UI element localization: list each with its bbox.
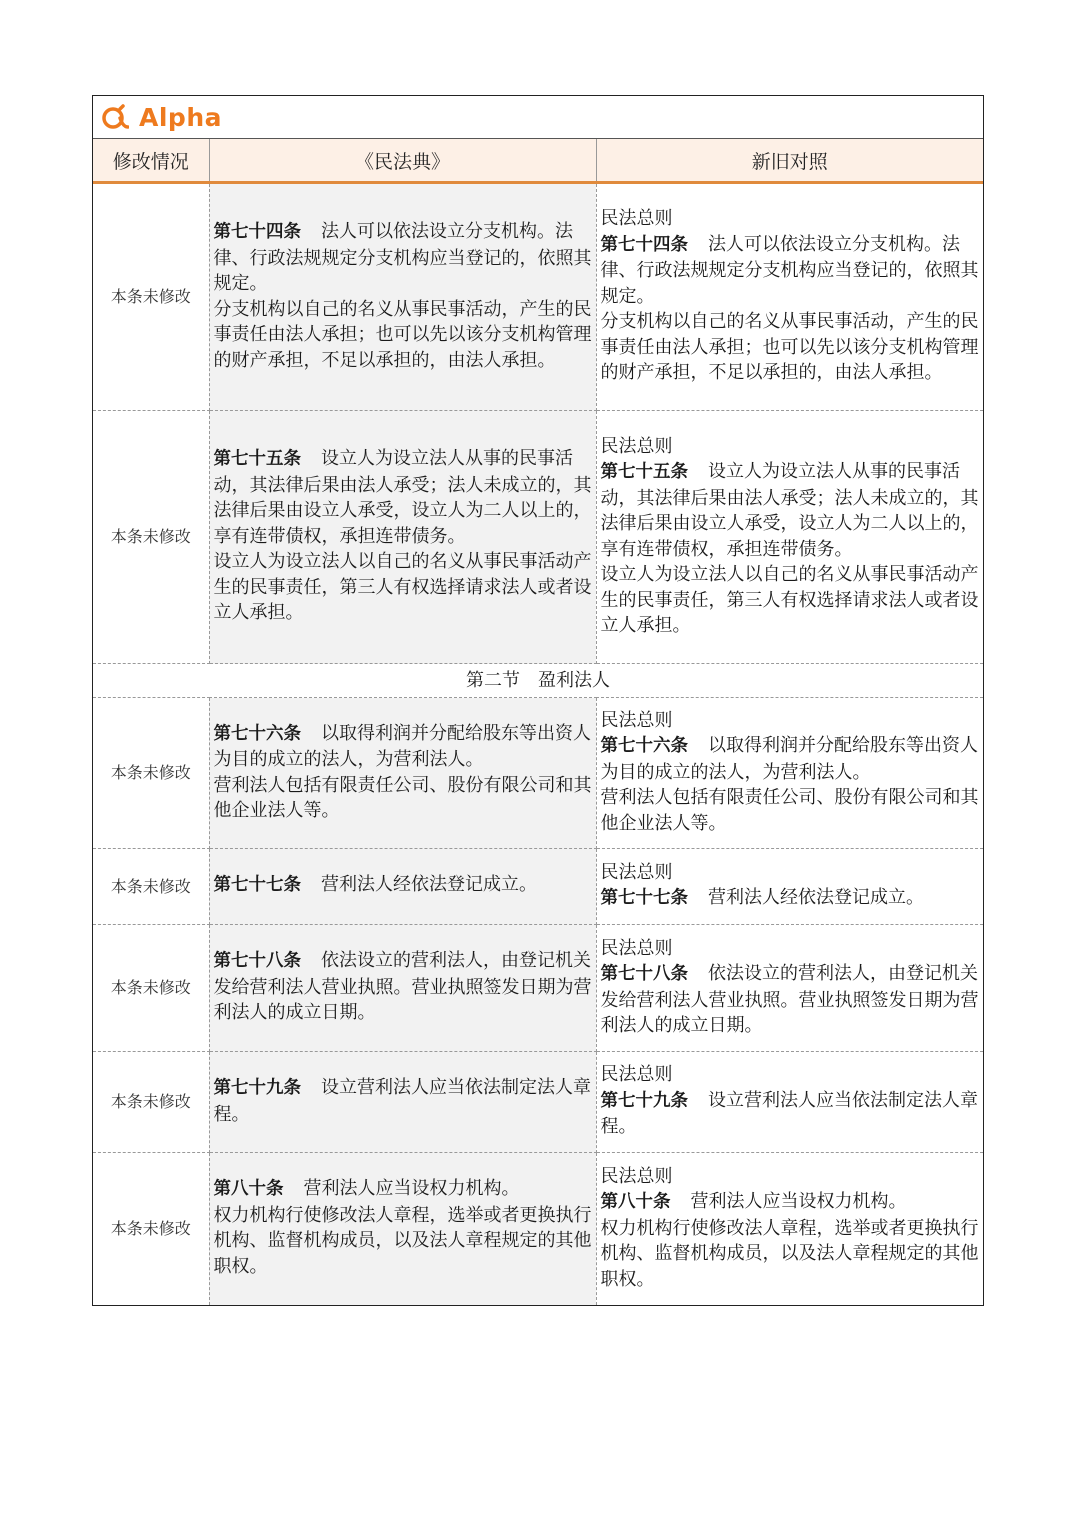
article-number: 第七十四条 xyxy=(213,222,301,242)
article-text: 法人可以依法设立分支机构。法律、行政法规规定分支机构应当登记的，依照其规定。 xyxy=(213,221,592,294)
article-text: 以取得利润并分配给股东等出资人为目的成立的法人，为营利法人。 xyxy=(213,722,591,770)
table-row xyxy=(93,411,983,664)
comparison-cell xyxy=(596,1052,983,1153)
article-text: 权力机构行使修改法人章程，选举或者更换执行机构、监督机构成员，以及法人章程规定的其他职权。 xyxy=(600,1217,979,1290)
article-text: 法人可以依法设立分支机构。法律、行政法规规定分支机构应当登记的，依照其规定。 xyxy=(600,233,979,307)
table-body xyxy=(93,183,983,1305)
article-text: 依法设立的营利法人，由登记机关发给营利法人营业执照。营业执照签发日期为营利法人的成立日期。 xyxy=(600,963,979,1036)
article-text: 以取得利润并分配给股东等出资人为目的成立的法人，为营利法人。 xyxy=(600,735,978,783)
article-text: 设立人为设立法人以自己的名义从事民事活动产生的民事责任，第三人有权选择请求法人或者设立人承担。 xyxy=(213,551,592,624)
article-text: 分支机构以自己的名义从事民事活动，产生的民事责任由法人承担；也可以先以该分支机构管理的财产承担，不足以承担的，由法人承担。 xyxy=(600,311,979,384)
article-paragraph xyxy=(214,773,592,824)
article-paragraph xyxy=(214,1203,592,1280)
article-paragraph xyxy=(214,549,592,626)
article-paragraph xyxy=(601,562,981,639)
brand-name: Alpha xyxy=(139,102,222,132)
article-text: 营利法人包括有限责任公司、股份有限公司和其他企业法人等。 xyxy=(600,787,979,834)
table-row xyxy=(93,1052,983,1153)
comparison-cell xyxy=(596,1153,983,1305)
row-status: 本条未修改 xyxy=(93,411,209,664)
article-paragraph xyxy=(214,1075,592,1127)
civil-code-cell xyxy=(209,698,596,849)
article-number: 第八十条 xyxy=(213,1179,284,1200)
article-paragraph xyxy=(601,1216,981,1293)
article-number: 第七十八条 xyxy=(600,964,688,984)
comparison-source-label: 民法总则 xyxy=(600,861,673,883)
article-paragraph xyxy=(214,872,592,899)
table-row xyxy=(93,1153,983,1305)
article-text: 设立营利法人应当依法制定法人章程。 xyxy=(213,1077,591,1125)
comparison-source-label: 民法总则 xyxy=(600,1165,673,1187)
article-paragraph xyxy=(214,297,592,374)
table-row xyxy=(93,183,983,411)
article-paragraph xyxy=(601,309,981,386)
row-status: 本条未修改 xyxy=(93,183,209,411)
article-text: 营利法人包括有限责任公司、股份有限公司和其他企业法人等。 xyxy=(213,774,592,821)
article-number: 第七十四条 xyxy=(600,234,688,255)
article-paragraph xyxy=(601,785,981,836)
table-row xyxy=(93,849,983,925)
article-paragraph xyxy=(214,948,592,1026)
comparison-table xyxy=(93,139,983,1305)
section-row xyxy=(93,664,983,698)
article-paragraph xyxy=(214,219,592,297)
article-paragraph xyxy=(601,1189,981,1216)
comparison-cell xyxy=(596,849,983,925)
article-text: 依法设立的营利法人，由登记机关发给营利法人营业执照。营业执照签发日期为营利法人的成立日期。 xyxy=(213,950,592,1024)
article-number: 第七十八条 xyxy=(213,951,301,972)
article-text: 分支机构以自己的名义从事民事活动，产生的民事责任由法人承担；也可以先以该分支机构管理的财产承担，不足以承担的，由法人承担。 xyxy=(213,298,592,371)
article-text: 营利法人应当设权力机构。 xyxy=(303,1178,520,1200)
table-row xyxy=(93,925,983,1052)
comparison-source-label: 民法总则 xyxy=(600,1064,673,1086)
section-title: 第二节 盈利法人 xyxy=(93,664,983,698)
article-text: 设立人为设立法人从事的民事活动，其法律后果由法人承受；法人未成立的，其法律后果由设立人承受，设立人为二人以上的，享有连带债权，承担连带债务。 xyxy=(600,461,979,560)
alpha-logo-icon xyxy=(101,103,129,131)
civil-code-cell xyxy=(209,925,596,1052)
article-number: 第八十条 xyxy=(600,1192,671,1212)
article-text: 营利法人应当设权力机构。 xyxy=(690,1191,907,1212)
civil-code-cell xyxy=(209,183,596,411)
comparison-cell xyxy=(596,183,983,411)
header-comparison: 新旧对照 xyxy=(596,139,983,183)
article-text: 营利法人经依法登记成立。 xyxy=(321,874,537,896)
comparison-source-label: 民法总则 xyxy=(600,937,673,959)
article-paragraph xyxy=(601,1088,981,1140)
article-paragraph xyxy=(601,232,981,310)
civil-code-cell xyxy=(209,1052,596,1153)
table-row xyxy=(93,698,983,849)
article-number: 第七十七条 xyxy=(213,875,301,896)
comparison-cell xyxy=(596,698,983,849)
row-status: 本条未修改 xyxy=(93,1153,209,1305)
article-text: 营利法人经依法登记成立。 xyxy=(708,887,924,908)
article-number: 第七十五条 xyxy=(600,462,688,482)
row-status: 本条未修改 xyxy=(93,698,209,849)
article-paragraph xyxy=(214,1176,592,1203)
article-paragraph xyxy=(601,961,981,1039)
article-paragraph xyxy=(214,721,592,773)
article-number: 第七十五条 xyxy=(213,449,301,470)
comparison-cell xyxy=(596,411,983,664)
article-paragraph xyxy=(601,885,981,912)
article-text: 设立营利法人应当依法制定法人章程。 xyxy=(600,1089,978,1138)
article-paragraph xyxy=(601,459,981,562)
article-text: 设立人为设立法人以自己的名义从事民事活动产生的民事责任，第三人有权选择请求法人或者设立人承担。 xyxy=(600,564,979,636)
comparison-document xyxy=(92,95,984,1306)
brand-bar xyxy=(93,96,983,139)
comparison-cell xyxy=(596,925,983,1052)
article-paragraph xyxy=(214,446,592,549)
article-number: 第七十九条 xyxy=(213,1078,301,1098)
article-number: 第七十六条 xyxy=(600,736,688,757)
row-status: 本条未修改 xyxy=(93,925,209,1052)
row-status: 本条未修改 xyxy=(93,849,209,925)
header-civil-code: 《民法典》 xyxy=(209,139,596,183)
comparison-source-label: 民法总则 xyxy=(600,208,673,230)
civil-code-cell xyxy=(209,1153,596,1305)
article-paragraph xyxy=(601,733,981,785)
table-header xyxy=(93,139,983,183)
row-status: 本条未修改 xyxy=(93,1052,209,1153)
article-number: 第七十六条 xyxy=(213,723,301,744)
comparison-source-label: 民法总则 xyxy=(600,435,673,457)
civil-code-cell xyxy=(209,849,596,925)
article-number: 第七十七条 xyxy=(600,888,688,908)
article-text: 设立人为设立法人从事的民事活动，其法律后果由法人承受；法人未成立的，其法律后果由设立人承受，设立人为二人以上的，享有连带债权，承担连带债务。 xyxy=(213,448,592,547)
article-text: 权力机构行使修改法人章程，选举或者更换执行机构、监督机构成员，以及法人章程规定的其他职权。 xyxy=(213,1204,592,1277)
article-number: 第七十九条 xyxy=(600,1090,688,1111)
comparison-source-label: 民法总则 xyxy=(600,709,673,731)
header-status: 修改情况 xyxy=(93,139,209,183)
civil-code-cell xyxy=(209,411,596,664)
